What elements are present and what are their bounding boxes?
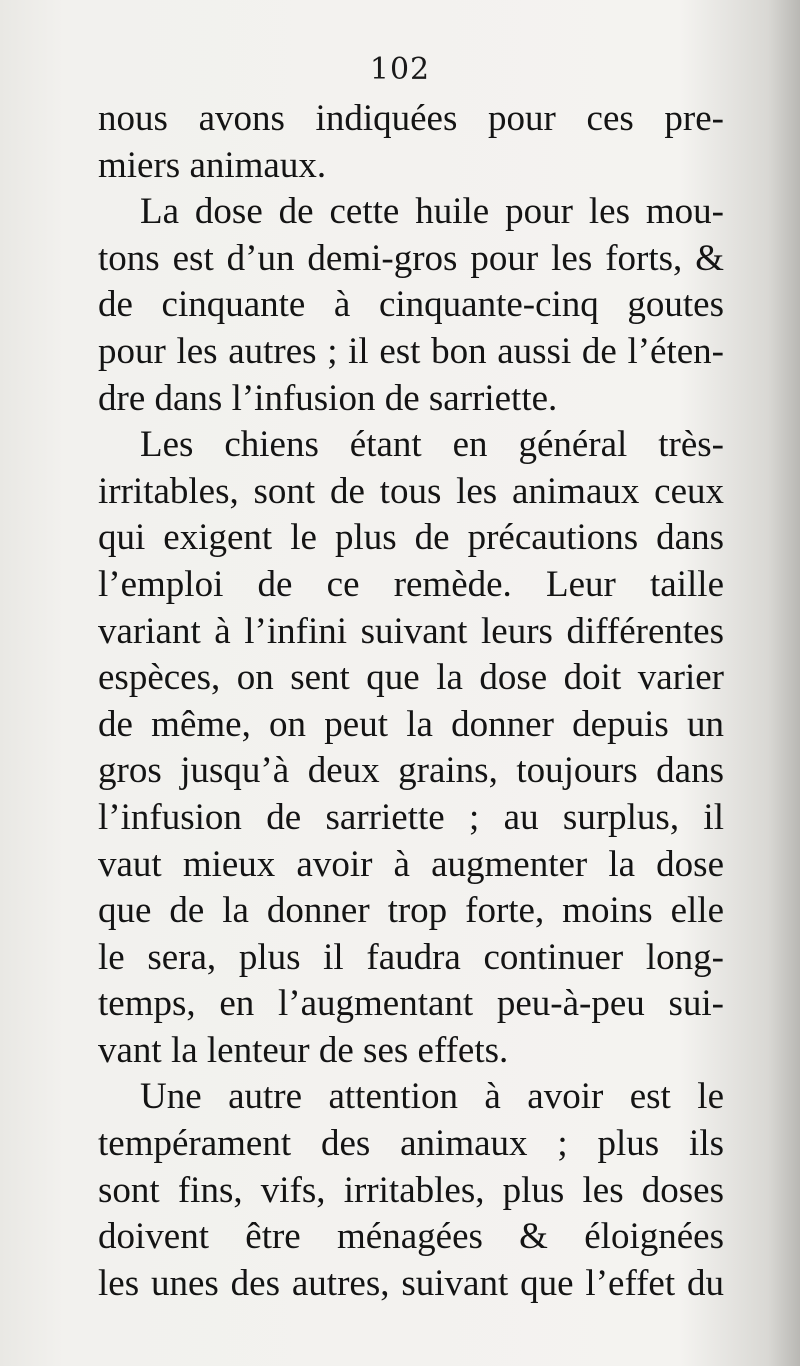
page-number: 102 bbox=[369, 52, 431, 87]
text-line: tons est d’un demi-gros pour les forts, & bbox=[98, 237, 724, 279]
text-line: qui exigent le plus de précautions dans bbox=[98, 517, 724, 559]
text-line: le sera, plus il faudra continuer long- bbox=[98, 936, 724, 978]
text-line: l’infusion de sarriette ; au surplus, il bbox=[98, 796, 724, 838]
text-line: miers animaux. bbox=[98, 144, 327, 186]
text-line: vant la lenteur de ses effets. bbox=[98, 1029, 509, 1071]
text-line: tempérament des animaux ; plus ils bbox=[98, 1123, 724, 1165]
text-line: doivent être ménagées & éloignées bbox=[98, 1216, 724, 1258]
text-line: espèces, on sent que la dose doit varier bbox=[98, 657, 724, 699]
text-line: de même, on peut la donner depuis un bbox=[98, 703, 724, 745]
text-line: les unes des autres, suivant que l’effet du bbox=[98, 1262, 724, 1304]
text-line: Les chiens étant en général très- bbox=[140, 424, 724, 466]
text-line: irritables, sont de tous les animaux ceux bbox=[98, 470, 724, 512]
text-line: Une autre attention à avoir est le bbox=[140, 1076, 724, 1118]
text-line: gros jusqu’à deux grains, toujours dans bbox=[98, 750, 724, 792]
text-line: que de la donner trop forte, moins elle bbox=[98, 890, 724, 932]
text-line: vaut mieux avoir à augmenter la dose bbox=[98, 843, 724, 885]
text-line: dre dans l’infusion de sarriette. bbox=[98, 377, 558, 419]
text-line: pour les autres ; il est bon aussi de l’éten- bbox=[98, 330, 724, 372]
text-line: temps, en l’augmentant peu-à-peu sui- bbox=[98, 983, 724, 1025]
text-line: La dose de cette huile pour les mou- bbox=[140, 191, 724, 233]
text-line: de cinquante à cinquante-cinq goutes bbox=[98, 284, 724, 326]
page-text bbox=[98, 96, 724, 1307]
text-line: sont fins, vifs, irritables, plus les doses bbox=[98, 1169, 724, 1211]
text-line: variant à l’infini suivant leurs différentes bbox=[98, 610, 724, 652]
text-line: nous avons indiquées pour ces pre- bbox=[98, 98, 724, 139]
text-line: l’emploi de ce remède. Leur taille bbox=[98, 563, 724, 605]
